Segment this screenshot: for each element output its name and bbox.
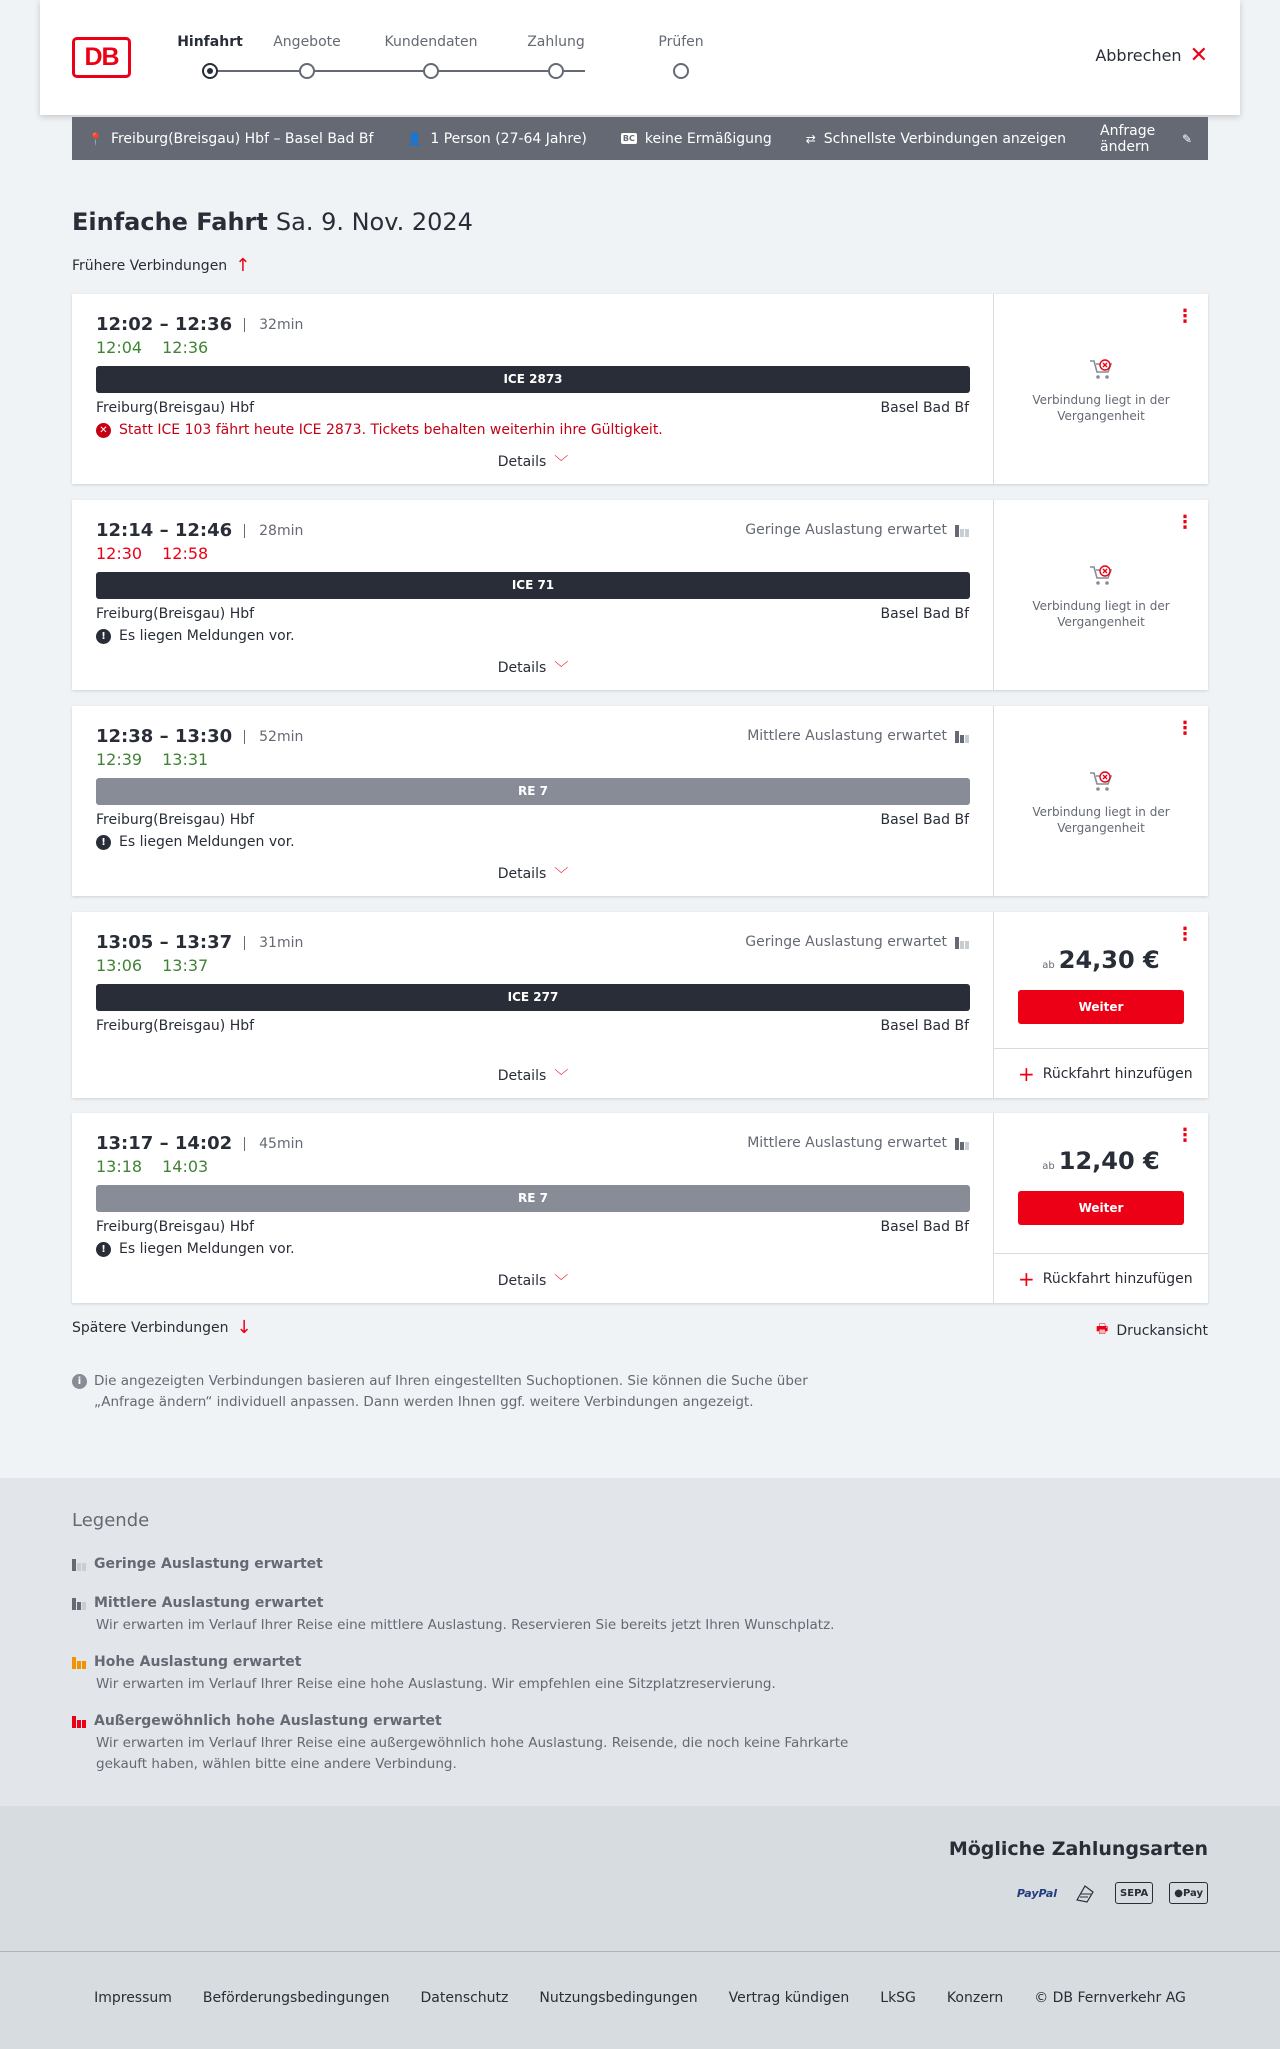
plus-icon: + <box>1018 1061 1035 1086</box>
footer-link-nutzungsbedingungen[interactable]: Nutzungsbedingungen <box>539 1989 698 2006</box>
step-dot <box>423 63 439 79</box>
connection-times <box>96 314 303 335</box>
occupancy-text: Mittlere Auslastung erwartet <box>747 728 947 744</box>
edit-request-button[interactable] <box>1100 123 1192 155</box>
legend-item <box>72 1556 852 1572</box>
step-dot <box>673 63 689 79</box>
occupancy-indicator <box>745 522 969 538</box>
planned-times: 13:05 – 13:37 <box>96 932 233 953</box>
discount-text: keine Ermäßigung <box>644 130 772 147</box>
add-return-label: Rückfahrt hinzufügen <box>1042 1065 1193 1082</box>
destination-station: Basel Bad Bf <box>880 1018 969 1034</box>
connection-times <box>96 520 303 541</box>
sepa-icon <box>1115 1882 1153 1904</box>
train-bar: RE 7 <box>96 1185 970 1212</box>
occupancy-low-icon <box>72 1557 86 1571</box>
paypal-icon <box>1017 1882 1057 1904</box>
db-logo[interactable] <box>72 37 131 78</box>
occupancy-low-icon <box>955 935 969 949</box>
price-prefix: ab <box>1042 1161 1055 1172</box>
payment-title: Mögliche Zahlungsarten <box>948 1838 1208 1860</box>
person-icon: 👤 <box>407 131 423 146</box>
footer-link-datenschutz[interactable]: Datenschutz <box>420 1989 509 2006</box>
step-dot <box>548 63 564 79</box>
connection-main <box>72 706 994 896</box>
info-message <box>96 628 295 644</box>
legend-item-title: Hohe Auslastung erwartet <box>94 1654 302 1670</box>
occupancy-text: Geringe Auslastung erwartet <box>745 522 947 538</box>
apple-pay-label: Pay <box>1182 1887 1203 1899</box>
later-connections-link[interactable] <box>72 1317 252 1338</box>
chevron-down-icon: ﹀ <box>554 1274 569 1290</box>
offer-panel <box>994 294 1208 484</box>
destination-station: Basel Bad Bf <box>880 606 969 622</box>
destination-station: Basel Bad Bf <box>880 812 969 828</box>
payment-methods-section <box>0 1806 1280 1952</box>
page-title <box>72 208 473 236</box>
step-label: Zahlung <box>527 34 585 50</box>
origin-station: Freiburg(Breisgau) Hbf <box>96 1219 255 1235</box>
footer-link-befoerderungsbedingungen[interactable]: Beförderungsbedingungen <box>202 1989 390 2006</box>
footer-copyright: © DB Fernverkehr AG <box>1034 1989 1186 2006</box>
connection-main <box>72 1113 994 1303</box>
chevron-down-icon: ﹀ <box>554 455 569 471</box>
realtime-times <box>96 338 208 357</box>
cart-unavailable-icon <box>1088 770 1114 794</box>
destination-station: Basel Bad Bf <box>880 400 969 416</box>
offer-panel <box>994 1113 1208 1303</box>
add-return-button[interactable] <box>994 1253 1208 1303</box>
stepper-line <box>210 70 585 72</box>
add-return-button[interactable] <box>994 1048 1208 1098</box>
earlier-label: Frühere Verbindungen <box>72 258 228 274</box>
trip-date: Sa. 9. Nov. 2024 <box>275 208 473 236</box>
chevron-down-icon: ﹀ <box>554 1069 569 1085</box>
destination-station: Basel Bad Bf <box>880 1219 969 1235</box>
alert-icon: ! <box>96 629 111 644</box>
actual-arrival: 14:03 <box>162 1157 209 1176</box>
origin-station: Freiburg(Breisgau) Hbf <box>96 1018 255 1034</box>
details-label: Details <box>497 866 547 882</box>
more-options-icon[interactable]: ⋮ <box>1176 306 1194 327</box>
details-toggle[interactable] <box>72 658 994 678</box>
connection-times <box>96 932 303 953</box>
cart-unavailable-icon <box>1088 564 1114 588</box>
connection-times <box>96 1133 303 1154</box>
footer-link-vertrag-kuendigen[interactable]: Vertrag kündigen <box>728 1989 850 2006</box>
step-label: Kundendaten <box>384 34 478 50</box>
edit-request-label: Anfrage ändern <box>1100 122 1156 155</box>
error-icon: ✕ <box>96 423 111 438</box>
occupancy-indicator <box>745 934 969 950</box>
connection-card <box>72 1113 1208 1303</box>
details-label: Details <box>497 1068 547 1084</box>
connection-main <box>72 500 994 690</box>
occupancy-medium-icon <box>72 1596 86 1610</box>
train-bar: ICE 71 <box>96 572 970 599</box>
chevron-down-icon: ﹀ <box>554 661 569 677</box>
legend-item <box>72 1595 852 1636</box>
details-toggle[interactable] <box>72 1271 994 1291</box>
info-icon: i <box>72 1374 87 1389</box>
legend-item-desc: Wir erwarten im Verlauf Ihrer Reise eine hohe Auslastung. Wir empfehlen eine Sitzplatzreservierung. <box>96 1676 776 1692</box>
actual-arrival: 12:36 <box>162 338 209 357</box>
footer-link-impressum[interactable]: Impressum <box>94 1989 172 2006</box>
later-label: Spätere Verbindungen <box>72 1320 229 1336</box>
actual-departure: 13:06 <box>96 956 143 975</box>
realtime-times <box>96 956 208 975</box>
step-zahlung <box>506 34 606 54</box>
alert-icon: ! <box>96 835 111 850</box>
arrow-up-icon: ↑ <box>235 255 251 276</box>
info-message <box>96 834 295 850</box>
info-message <box>96 1241 295 1257</box>
fastest-summary <box>806 131 1066 147</box>
occupancy-high-icon <box>72 1655 86 1669</box>
offer-panel <box>994 500 1208 690</box>
actual-departure: 12:39 <box>96 750 143 769</box>
bahncard-icon: BC <box>622 134 635 143</box>
print-view-link[interactable] <box>1096 1320 1208 1342</box>
planned-times: 13:17 – 14:02 <box>96 1133 233 1154</box>
past-connection-notice <box>994 770 1208 836</box>
connection-card <box>72 500 1208 690</box>
train-bar: ICE 2873 <box>96 366 970 393</box>
details-label: Details <box>497 454 547 470</box>
details-label: Details <box>497 660 547 676</box>
actual-arrival: 13:31 <box>162 750 209 769</box>
apple-pay-icon <box>1169 1882 1208 1904</box>
continue-button[interactable]: Weiter <box>1018 1191 1184 1225</box>
add-return-label: Rückfahrt hinzufügen <box>1042 1270 1193 1287</box>
print-label: Druckansicht <box>1116 1323 1208 1339</box>
occupancy-medium-icon <box>955 729 969 743</box>
past-label: Verbindung liegt in der Vergangenheit <box>1032 599 1170 629</box>
price-value: 24,30 € <box>1058 946 1160 974</box>
step-kundendaten <box>381 34 481 54</box>
price-value: 12,40 € <box>1058 1147 1160 1175</box>
header <box>40 0 1240 115</box>
actual-arrival: 12:58 <box>162 544 209 563</box>
chevron-down-icon: ﹀ <box>554 867 569 883</box>
step-label: Angebote <box>273 34 341 50</box>
step-hinfahrt[interactable] <box>160 34 260 54</box>
details-label: Details <box>497 1273 547 1289</box>
past-connection-notice <box>994 564 1208 630</box>
past-label: Verbindung liegt in der Vergangenheit <box>1032 805 1170 835</box>
realtime-times <box>96 544 208 563</box>
passenger-text: 1 Person (27-64 Jahre) <box>430 130 587 147</box>
past-label: Verbindung liegt in der Vergangenheit <box>1032 393 1170 423</box>
connection-times <box>96 726 303 747</box>
legend-item-title: Geringe Auslastung erwartet <box>94 1556 323 1572</box>
past-connection-notice <box>994 358 1208 424</box>
pencil-icon: ✎ <box>1181 131 1192 146</box>
logo-text: DB <box>84 43 119 71</box>
message-text: Statt ICE 103 fährt heute ICE 2873. Tickets behalten weiterhin ihre Gültigkeit. <box>119 422 663 438</box>
continue-button[interactable]: Weiter <box>1018 990 1184 1024</box>
planned-times: 12:02 – 12:36 <box>96 314 233 335</box>
step-angebote <box>257 34 357 54</box>
realtime-times <box>96 1157 208 1176</box>
footer <box>0 1952 1280 2049</box>
close-icon: ✕ <box>1189 42 1208 68</box>
legend-item-desc: Wir erwarten im Verlauf Ihrer Reise eine mittlere Auslastung. Reservieren Sie bereits jetzt Ihren Wunschplatz. <box>96 1617 835 1633</box>
connection-main <box>72 294 994 484</box>
planned-times: 12:38 – 13:30 <box>96 726 233 747</box>
occupancy-medium-icon <box>955 1136 969 1150</box>
cart-unavailable-icon <box>1088 358 1114 382</box>
connection-card <box>72 706 1208 896</box>
step-dot-active <box>202 63 218 79</box>
message-text: Es liegen Meldungen vor. <box>119 1241 295 1257</box>
swap-arrows-icon: ⇄ <box>805 131 816 146</box>
disruption-message <box>96 422 663 438</box>
legend-title: Legende <box>72 1510 150 1531</box>
offer-panel <box>994 912 1208 1098</box>
details-toggle[interactable] <box>72 452 994 472</box>
footer-link-konzern[interactable]: Konzern <box>946 1989 1004 2006</box>
occupancy-indicator <box>747 728 969 744</box>
legend-item-title: Außergewöhnlich hohe Auslastung erwartet <box>94 1713 442 1729</box>
cancel-label: Abbrechen <box>1095 46 1182 65</box>
planned-times: 12:14 – 12:46 <box>96 520 233 541</box>
apple-glyph: ● <box>1174 1887 1183 1899</box>
details-toggle[interactable] <box>72 864 994 884</box>
location-pin-icon: 📍 <box>88 131 103 146</box>
route-summary <box>88 131 373 147</box>
details-toggle[interactable] <box>72 1066 994 1086</box>
payment-logos <box>1017 1882 1208 1904</box>
train-bar: ICE 277 <box>96 984 970 1011</box>
connection-card <box>72 294 1208 484</box>
step-pruefen <box>631 34 731 54</box>
message-text: Es liegen Meldungen vor. <box>119 628 295 644</box>
cancel-button[interactable] <box>1095 42 1208 68</box>
step-label: Prüfen <box>658 34 704 50</box>
connection-main <box>72 912 994 1098</box>
paypal-label: PayPal <box>1016 1886 1058 1900</box>
price <box>994 1147 1208 1175</box>
offer-panel <box>994 706 1208 896</box>
occupancy-text: Geringe Auslastung erwartet <box>745 934 947 950</box>
more-options-icon[interactable]: ⋮ <box>1176 1125 1194 1146</box>
duration: 52min <box>244 730 303 744</box>
origin-station: Freiburg(Breisgau) Hbf <box>96 606 255 622</box>
actual-departure: 12:04 <box>96 338 143 357</box>
duration: 28min <box>244 524 303 538</box>
origin-station: Freiburg(Breisgau) Hbf <box>96 400 255 416</box>
sepa-label: SEPA <box>1120 1887 1149 1899</box>
arrow-down-icon: ↓ <box>236 1317 252 1338</box>
passenger-summary <box>407 131 587 147</box>
fastest-text: Schnellste Verbindungen anzeigen <box>823 130 1067 147</box>
duration: 45min <box>244 1137 303 1151</box>
train-bar: RE 7 <box>96 778 970 805</box>
credit-card-icon <box>1073 1882 1099 1904</box>
actual-arrival: 13:37 <box>162 956 209 975</box>
booking-stepper <box>177 34 704 84</box>
actual-departure: 13:18 <box>96 1157 143 1176</box>
alert-icon: ! <box>96 1242 111 1257</box>
search-options-note <box>72 1371 852 1413</box>
price <box>994 946 1208 974</box>
legend-item-title: Mittlere Auslastung erwartet <box>94 1595 324 1611</box>
actual-departure: 12:30 <box>96 544 143 563</box>
legend-item <box>72 1654 852 1695</box>
origin-station: Freiburg(Breisgau) Hbf <box>96 812 255 828</box>
more-options-icon[interactable]: ⋮ <box>1176 718 1194 739</box>
occupancy-low-icon <box>955 523 969 537</box>
legend-item-desc: Wir erwarten im Verlauf Ihrer Reise eine außergewöhnlich hohe Auslastung. Reisende, die noch keine Fahrkarte gekauft haben, wählen bitte eine andere Verbindung. <box>96 1735 849 1772</box>
route-text: Freiburg(Breisgau) Hbf – Basel Bad Bf <box>110 130 374 147</box>
occupancy-text: Mittlere Auslastung erwartet <box>747 1135 947 1151</box>
more-options-icon[interactable]: ⋮ <box>1176 512 1194 533</box>
more-options-icon[interactable]: ⋮ <box>1176 924 1194 945</box>
occupancy-indicator <box>747 1135 969 1151</box>
legend-section <box>0 1478 1280 1806</box>
footer-link-lksg[interactable]: LkSG <box>880 1989 916 2006</box>
duration: 32min <box>244 318 303 332</box>
realtime-times <box>96 750 208 769</box>
printer-icon: 🖶 <box>1096 1322 1109 1337</box>
price-prefix: ab <box>1042 960 1055 971</box>
plus-icon: + <box>1018 1266 1035 1291</box>
earlier-connections-link[interactable] <box>72 255 251 276</box>
trip-type: Einfache Fahrt <box>72 208 268 236</box>
step-label: Hinfahrt <box>177 34 243 50</box>
step-dot <box>299 63 315 79</box>
legend-item <box>72 1713 852 1775</box>
duration: 31min <box>244 936 303 950</box>
search-summary-bar <box>72 117 1208 160</box>
note-text: Die angezeigten Verbindungen basieren auf Ihren eingestellten Suchoptionen. Sie können die Suche über „Anfrage ändern“ individuell anpassen. Dann werden Ihnen ggf. weitere Verbindungen angezeigt. <box>94 1373 808 1410</box>
occupancy-very-high-icon <box>72 1714 86 1728</box>
connection-card <box>72 912 1208 1098</box>
message-text: Es liegen Meldungen vor. <box>119 834 295 850</box>
discount-summary <box>621 131 772 147</box>
